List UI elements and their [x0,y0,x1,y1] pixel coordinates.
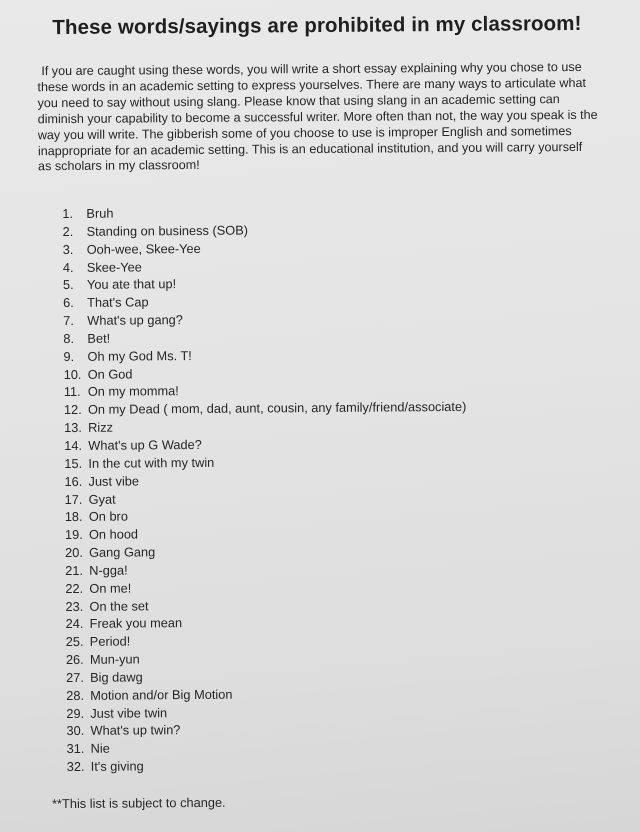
list-item-text: On the set [89,597,149,614]
list-item-number: 32. [66,759,85,775]
intro-paragraph: If you are caught using these words, you will write a short essay explaining why you chose to use these words in an academic setting to express yourselves. There are many ways to articulate what you need to say without using slang. Please know that using slang in an academic setting can diminish your capability to become a successful writer. More often than not, the way you speak is the way you will write. The gibberish some of you choose to use is improper English and sometimes inappropriate for an academic setting. This is an educational institution, and you will carry yourself as scholars in my classroom! [37,59,598,174]
list-item-number: 14. [64,437,83,453]
list-item-number: 17. [64,491,83,507]
list-item-number: 25. [65,634,84,650]
list-item-number: 26. [65,651,84,668]
list-item-text: Gyat [88,491,116,507]
list-item-number: 18. [64,509,83,525]
list-item-number: 4. [62,259,74,275]
list-item-number: 19. [64,527,83,543]
list-item-text: Skee-Yee [86,258,142,275]
list-item-text: Just vibe [88,473,140,489]
list-item-number: 22. [65,580,84,596]
list-item-text: In the cut with my twin [88,454,215,471]
list-item-text: On hood [88,526,139,543]
list-item-number: 15. [64,455,83,471]
list-item-text: Just vibe twin [90,704,168,721]
list-item-number: 5. [62,277,74,293]
list-item-text: On bro [88,508,128,525]
list-item-number: 24. [65,616,84,632]
list-item-number: 16. [64,473,83,489]
list-item-number: 3. [62,241,74,257]
list-item-text: It's giving [90,758,144,774]
list-item-number: 9. [63,348,75,364]
list-item-text: You ate that up! [86,276,177,293]
list-item-text: What's up G Wade? [88,436,202,453]
list-item-text: Mun-yun [89,651,140,667]
list-item-number: 29. [66,705,85,721]
footnote: **This list is subject to change. [51,794,226,812]
list-item-number: 8. [63,330,75,346]
list-item-text: What's up twin? [90,722,181,739]
list-item-number: 7. [63,312,74,329]
list-item-number: 21. [65,562,84,578]
list-item-number: 11. [63,384,81,400]
list-item-number: 30. [66,723,85,739]
list-item-text: Ooh-wee, Skee-Yee [86,240,201,257]
list-item-number: 6. [63,295,74,311]
list-item-text: N-gga! [89,562,128,578]
list-item-text: Bruh [86,205,114,221]
list-item-text: Bet! [87,330,111,346]
list-item [67,754,567,776]
list-item-text: On my Dead ( mom, dad, aunt, cousin, any family/friend/associate) [87,399,467,418]
list-item-text: On God [87,366,133,382]
list-item-number: 31. [66,741,85,757]
list-item-text: Period! [89,633,131,650]
list-item-text: What's up gang? [87,312,183,328]
list-item-number: 20. [65,544,83,561]
list-item-text: Big dawg [89,669,143,685]
list-item-text: Gang Gang [89,544,156,560]
list-item-number: 23. [65,598,84,614]
list-item-number: 13. [64,419,82,436]
list-item-text: Nie [90,740,110,757]
list-item-number: 27. [65,669,84,685]
document-title: These words/sayings are prohibited in my classroom! [52,11,582,40]
list-item-text: That's Cap [87,294,149,311]
list-item-text: Freak you mean [89,615,183,632]
list-item-text: On me! [89,580,132,596]
list-item-text: Oh my God Ms. T! [87,347,192,364]
list-item-text: Motion and/or Big Motion [90,686,233,703]
list-item-number: 10. [63,366,82,382]
list-item-number: 12. [63,402,82,418]
list-item-number: 28. [66,687,85,703]
list-item-text: Rizz [88,419,114,435]
list-item-number: 1. [62,205,74,222]
list-item-text: On my momma! [87,383,179,400]
prohibited-words-list [62,201,566,776]
list-item-text: Standing on business (SOB) [86,222,249,239]
list-item-number: 2. [62,223,74,239]
